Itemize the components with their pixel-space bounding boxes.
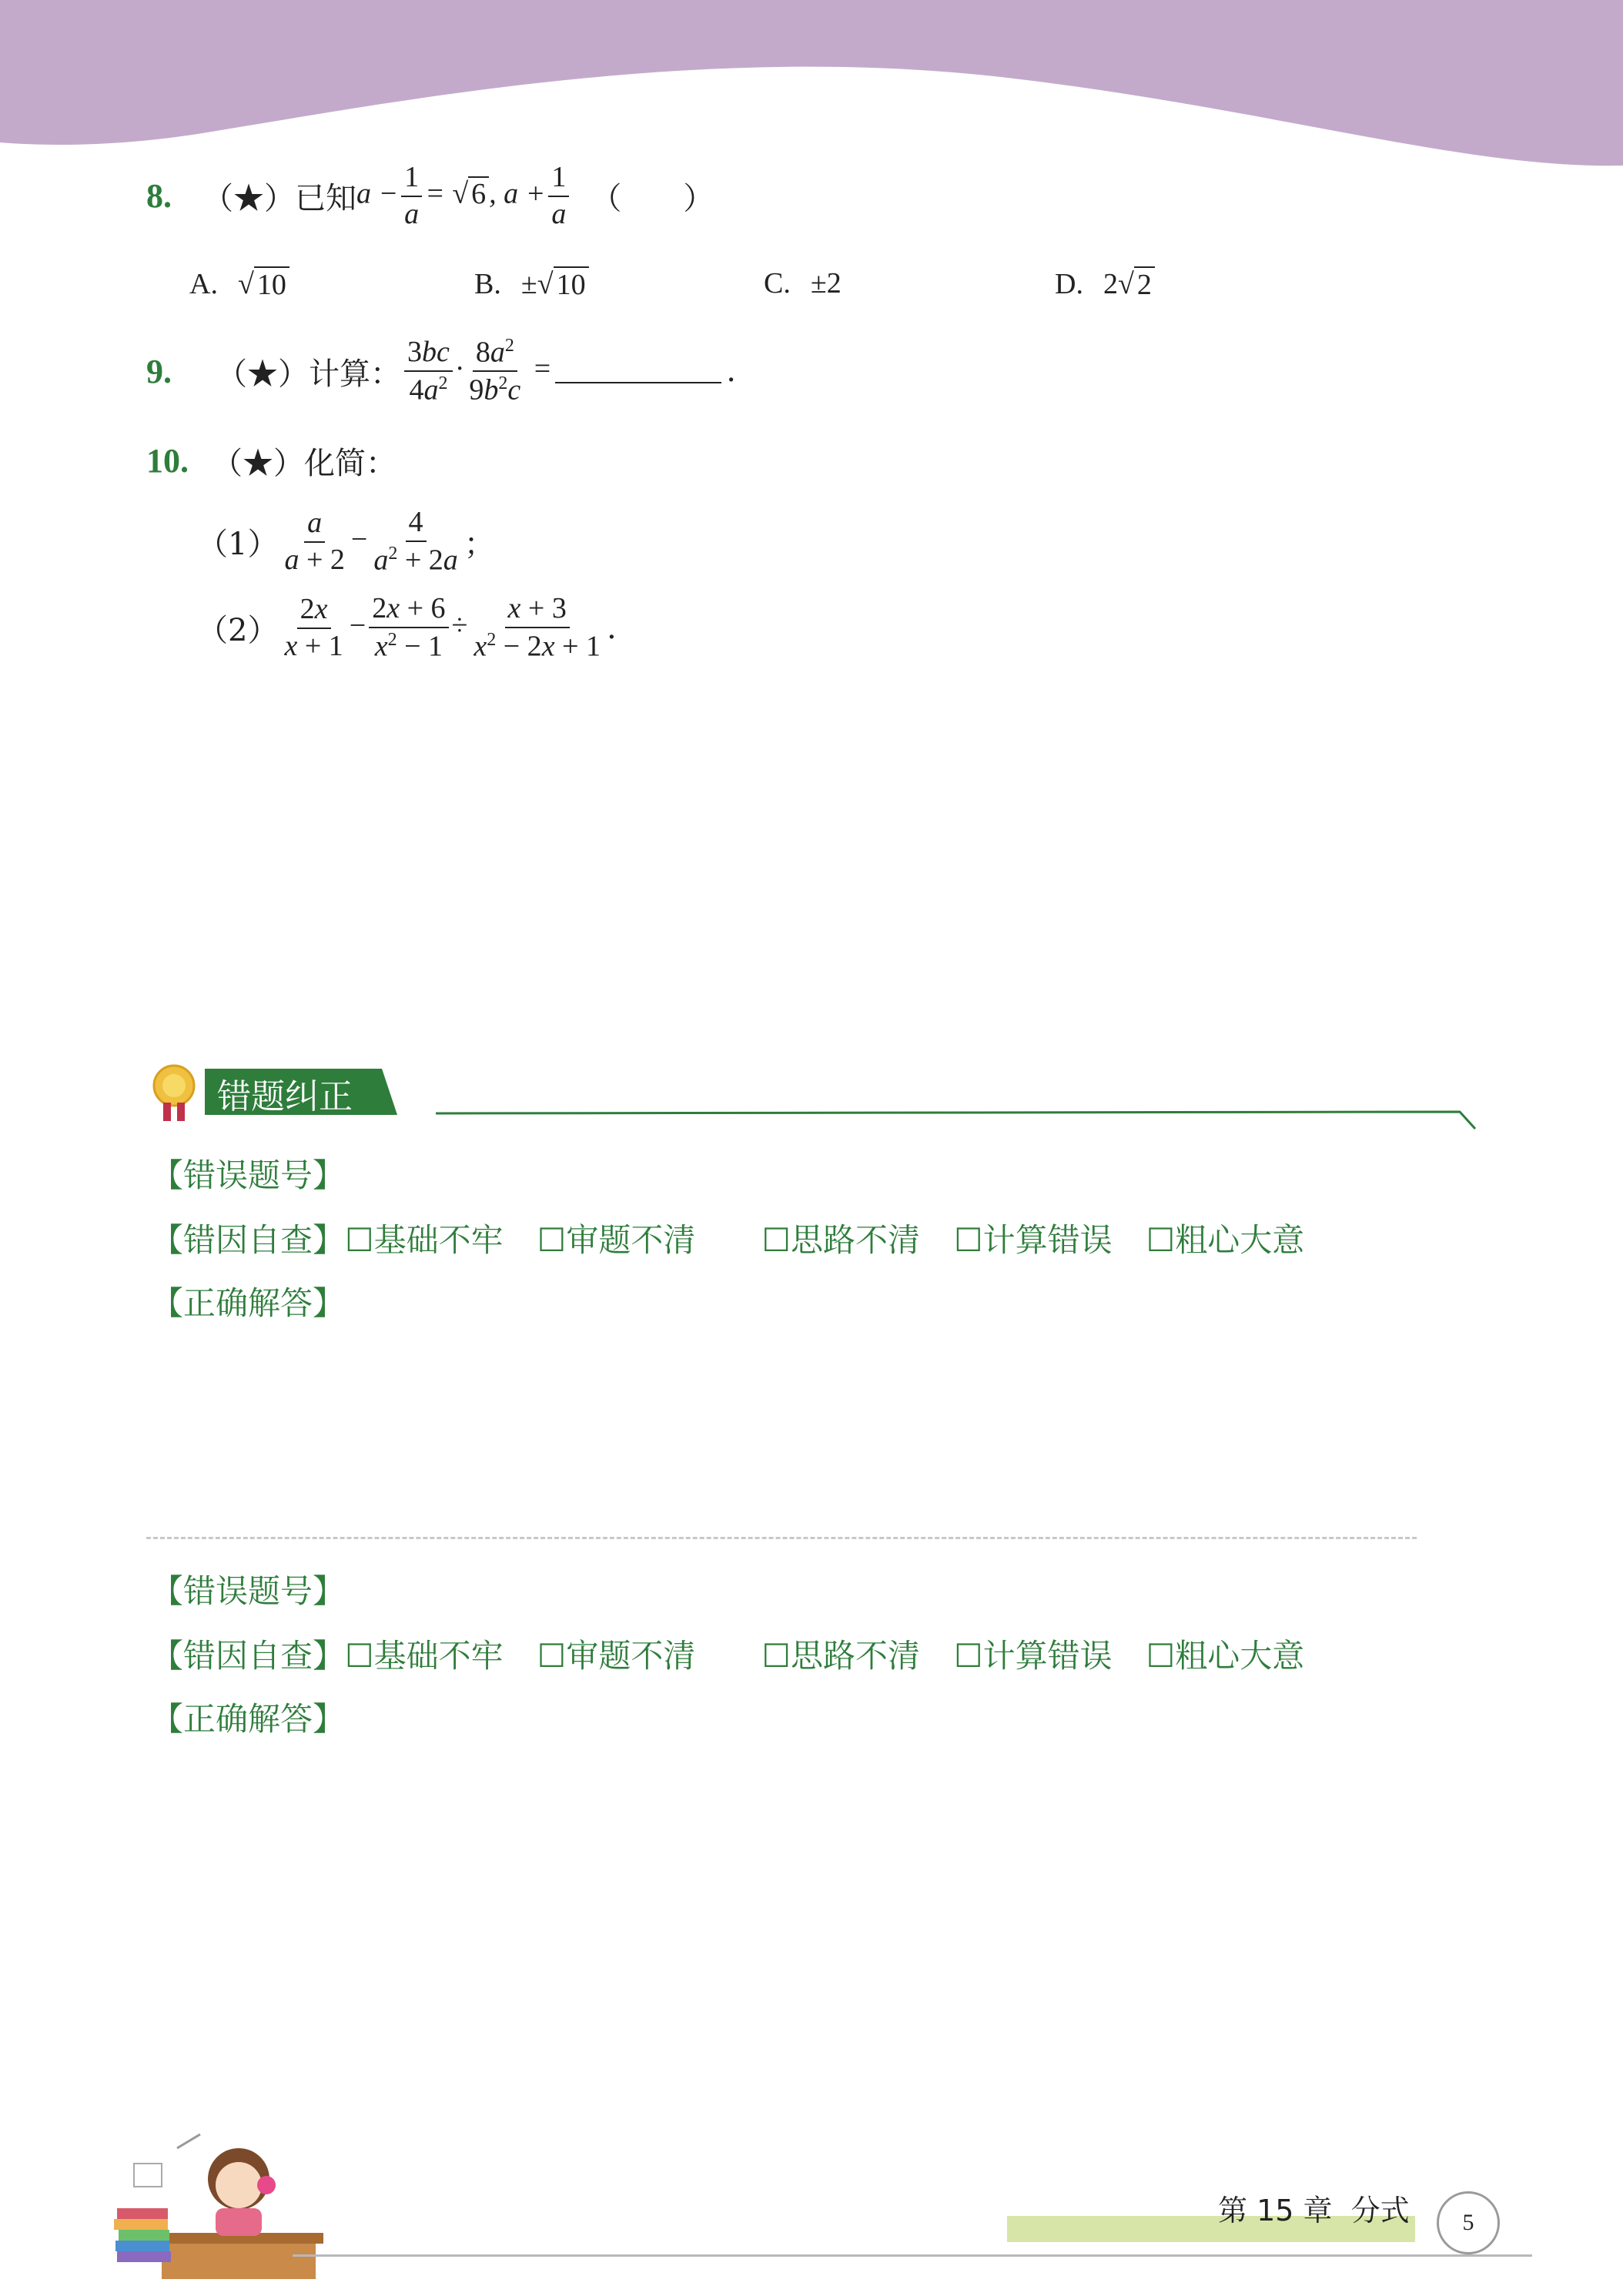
cause-label: 【错因自查】 bbox=[151, 1221, 346, 1259]
option-coef: 2 bbox=[1103, 268, 1118, 300]
option-c bbox=[764, 266, 842, 300]
choice-thinking[interactable]: ☐思路不清 bbox=[761, 1221, 920, 1259]
chapter-title: 第 15 章 分式 bbox=[1218, 2194, 1410, 2227]
wrong-number-label: 【错误题号】 bbox=[151, 1572, 346, 1610]
choice-thinking[interactable]: ☐思路不清 bbox=[761, 1637, 920, 1675]
option-label: B. bbox=[474, 268, 501, 300]
question-10 bbox=[146, 439, 397, 483]
part-label: （2） bbox=[197, 613, 279, 649]
cause-check-row bbox=[151, 1631, 1304, 1677]
question-number: 10. bbox=[146, 442, 189, 480]
section-title: 错题纠正 bbox=[217, 1077, 353, 1116]
page-number: 5 bbox=[1437, 2191, 1500, 2254]
option-b: B. ± √ 10 bbox=[474, 266, 589, 302]
question-9 bbox=[146, 336, 736, 407]
choice-reading[interactable]: ☐审题不清 bbox=[537, 1637, 696, 1675]
option-value: 2 bbox=[1134, 266, 1155, 302]
choice-careless[interactable]: ☐粗心大意 bbox=[1146, 1221, 1305, 1259]
choice-basics[interactable]: ☐基础不牢 bbox=[345, 1221, 504, 1259]
question-10-part-2 bbox=[197, 593, 617, 663]
option-label: A. bbox=[189, 268, 218, 300]
formula: $\frac{2x}{x + 1}$ − $\frac{2x + 6}{x^2 - 1}$ ÷ $\frac{x + 3}{x^2 - 2x + 1}$ bbox=[284, 592, 601, 663]
question-prefix: （★）计算： bbox=[216, 356, 401, 392]
header-wave bbox=[0, 0, 1623, 177]
option-label: C. bbox=[764, 267, 791, 300]
option-value: ±2 bbox=[810, 267, 842, 300]
part-label: （1） bbox=[197, 527, 279, 563]
question-10-part-1 bbox=[197, 507, 495, 577]
footer-line bbox=[293, 2254, 1532, 2257]
question-prefix: （★）已知 bbox=[202, 181, 356, 217]
question-number: 9. bbox=[146, 352, 172, 390]
correct-answer-label: 【正确解答】 bbox=[151, 1700, 346, 1738]
part-end: ； bbox=[463, 527, 495, 563]
formula: $\frac{3bc}{4a^2}$ · $\frac{8a^2}{9b^2c}$ = bbox=[401, 336, 550, 407]
student-illustration bbox=[108, 2125, 323, 2287]
option-d: D. 2 √ 2 bbox=[1055, 266, 1155, 302]
part-end: . bbox=[607, 610, 617, 646]
option-value: 10 bbox=[554, 266, 589, 302]
cause-check-row bbox=[151, 1215, 1304, 1261]
choice-calculation[interactable]: ☐计算错误 bbox=[953, 1221, 1113, 1259]
cause-label: 【错因自查】 bbox=[151, 1637, 346, 1675]
section-divider bbox=[436, 1106, 1483, 1132]
dashed-separator bbox=[146, 1537, 1417, 1539]
correct-answer-label: 【正确解答】 bbox=[151, 1284, 346, 1322]
option-value: 10 bbox=[254, 266, 289, 302]
choice-reading[interactable]: ☐审题不清 bbox=[537, 1221, 696, 1259]
answer-paren: （ ） bbox=[591, 181, 714, 217]
question-end: . bbox=[726, 353, 736, 390]
question-8 bbox=[146, 162, 714, 231]
choice-calculation[interactable]: ☐计算错误 bbox=[953, 1637, 1113, 1675]
formula: $\frac{a}{a + 2}$ − $\frac{4}{a^2 + 2a}$ bbox=[284, 506, 458, 577]
answer-blank[interactable] bbox=[555, 359, 721, 383]
choice-careless[interactable]: ☐粗心大意 bbox=[1146, 1637, 1305, 1675]
question-number: 8. bbox=[146, 177, 172, 216]
option-pm: ± bbox=[520, 268, 537, 300]
question-prefix: （★）化简： bbox=[212, 446, 397, 481]
wrong-number-label: 【错误题号】 bbox=[151, 1156, 346, 1194]
formula: a − $\frac{1}{a}$ = √ 6 , a + $\frac{1}{a}$ bbox=[356, 162, 572, 231]
option-label: D. bbox=[1055, 268, 1083, 300]
choice-basics[interactable]: ☐基础不牢 bbox=[345, 1637, 504, 1675]
option-a: A. √ 10 bbox=[189, 266, 289, 302]
